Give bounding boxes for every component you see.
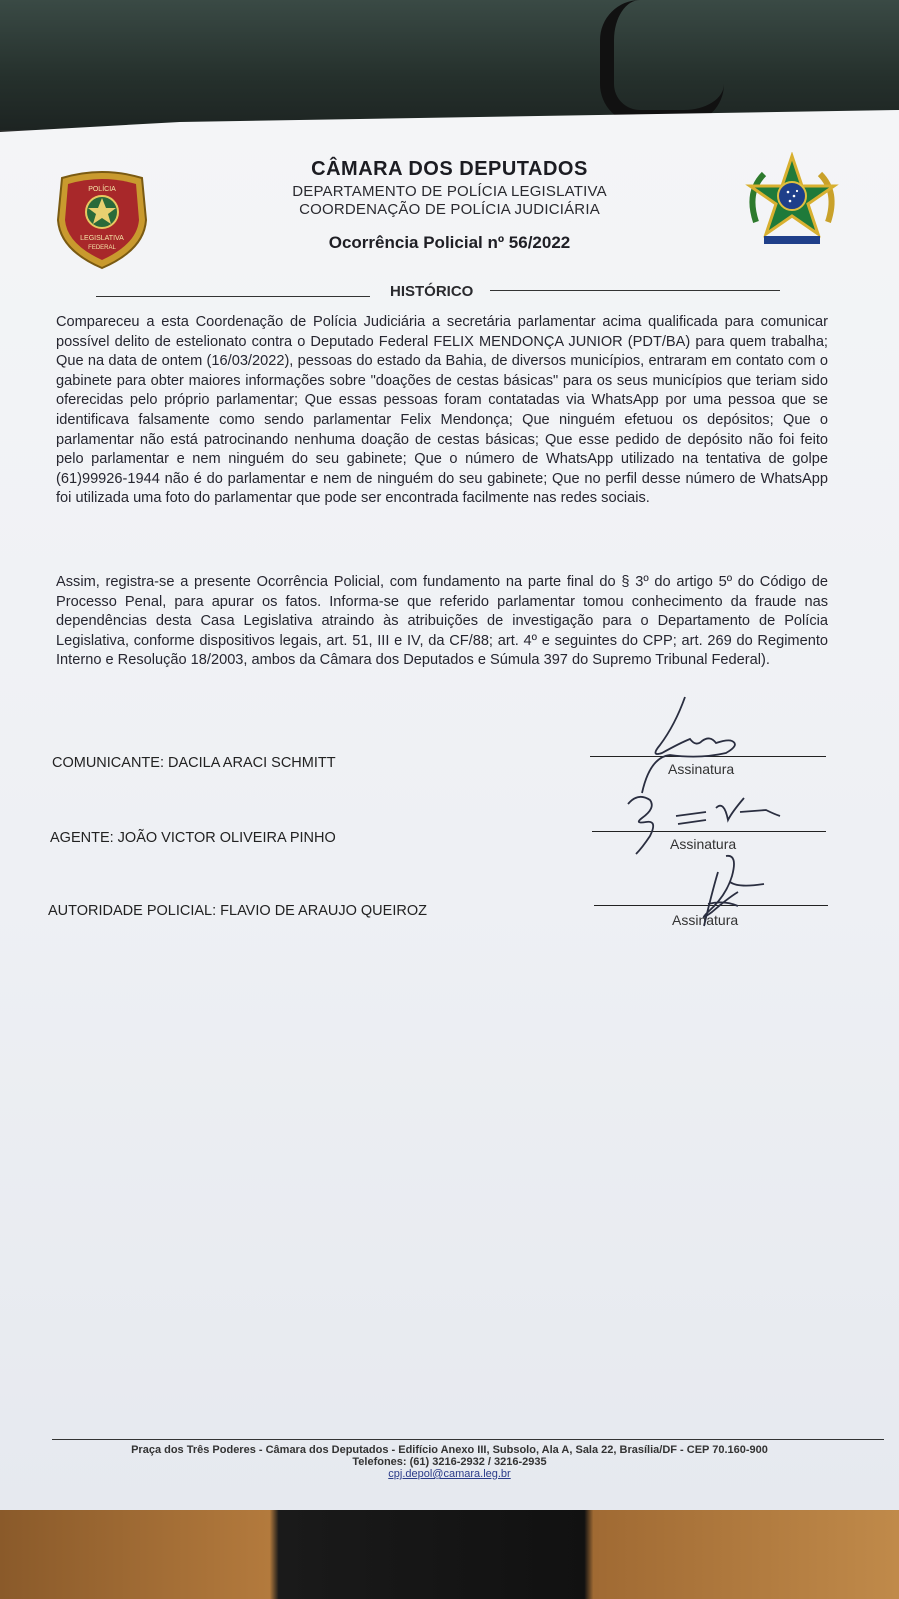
- header-coordination: COORDENAÇÃO DE POLÍCIA JUDICIÁRIA: [299, 201, 600, 218]
- signature-caption-3: Assinatura: [672, 912, 739, 928]
- signature-caption-1: Assinatura: [668, 761, 735, 777]
- section-rule-right: [490, 290, 780, 291]
- svg-text:LEGISLATIVA: LEGISLATIVA: [80, 235, 124, 242]
- footer-address: Praça dos Três Poderes - Câmara dos Deputados - Edifício Anexo III, Subsolo, Ala A, Sala 22, Brasília/DF - CEP 70.160-900: [131, 1444, 768, 1456]
- signature-label-agente: AGENTE: JOÃO VICTOR OLIVEIRA PINHO: [50, 830, 336, 846]
- signature-label-autoridade: AUTORIDADE POLICIAL: FLAVIO DE ARAUJO QUEIROZ: [48, 903, 427, 919]
- header-department: DEPARTAMENTO DE POLÍCIA LEGISLATIVA: [292, 183, 607, 200]
- handwritten-signature-2: [620, 790, 800, 860]
- occurrence-number: Ocorrência Policial nº 56/2022: [328, 233, 571, 252]
- signature-label-comunicante: COMUNICANTE: DACILA ARACI SCHMITT: [52, 755, 336, 771]
- handwritten-signature-1: [620, 695, 760, 795]
- footer-email-link[interactable]: cpj.depol@camara.leg.br: [388, 1468, 511, 1480]
- svg-text:POLÍCIA: POLÍCIA: [88, 186, 116, 193]
- handwritten-signature-3: [668, 852, 778, 932]
- background-table-bottom: [0, 1500, 899, 1599]
- footer-phones: Telefones: (61) 3216-2932 / 3216-2935: [352, 1456, 547, 1468]
- header-title: CÂMARA DOS DEPUTADOS: [311, 158, 588, 180]
- history-paragraph-2: Assim, registra-se a presente Ocorrência Policial, com fundamento na parte final do § 3º do artigo 5º do Código de Processo Penal, para apurar os fatos. Informa-se que referido parlamentar tomou conhecimento da fraude nas dependências desta Casa Legislativa atraindo às atribuições de investigação para o Departamento de Polícia Legislativa, conforme dispositivos legais, art. 51, III e IV, da CF/88; art. 4º e seguintes do CPP; art. 269 do Regimento Interno e Resolução 18/2003, ambos da Câmara dos Deputados e Súmula 397 do Supremo Tribunal Federal).: [56, 574, 828, 669]
- footer-rule: [52, 1439, 884, 1440]
- section-title: HISTÓRICO: [390, 283, 474, 300]
- signature-caption-2: Assinatura: [670, 836, 737, 852]
- history-paragraph-1: Compareceu a esta Coordenação de Polícia Judiciária a secretária parlamentar acima qualificada para comunicar possível delito de estelionato contra o Deputado Federal FELIX MENDONÇA JUNIOR (PDT/BA) para quem trabalha; Que na data de ontem (16/03/2022), pessoas do estado da Bahia, de diversos municípios, entraram em contato com o gabinete para obter maiores informações sobre "doações de cestas básicas" para os seus municípios que teriam sido oferecidas pelo próprio parlamentar; Que essas pessoas foram contatadas via WhatsApp por uma pessoa que se identificava falsamente como sendo parlamentar Felix Mendonça; Que ninguém efetuou os depósitos; Que o parlamentar não está patrocinando nenhuma doação de cestas básicas; Que esse pedido de depósito não foi feito pelo parlamentar e nem ninguém do seu gabinete; Que o número de WhatsApp utilizado na tentativa de golpe (61)99926-1944 não é do parlamentar e nem de ninguém do seu gabinete; Que no perfil desse número de WhatsApp foi utilizada uma foto do parlamentar que pode ser encontrada facilmente nas redes sociais.: [56, 314, 828, 507]
- svg-text:FEDERAL: FEDERAL: [88, 245, 116, 251]
- section-rule-left: [96, 296, 370, 297]
